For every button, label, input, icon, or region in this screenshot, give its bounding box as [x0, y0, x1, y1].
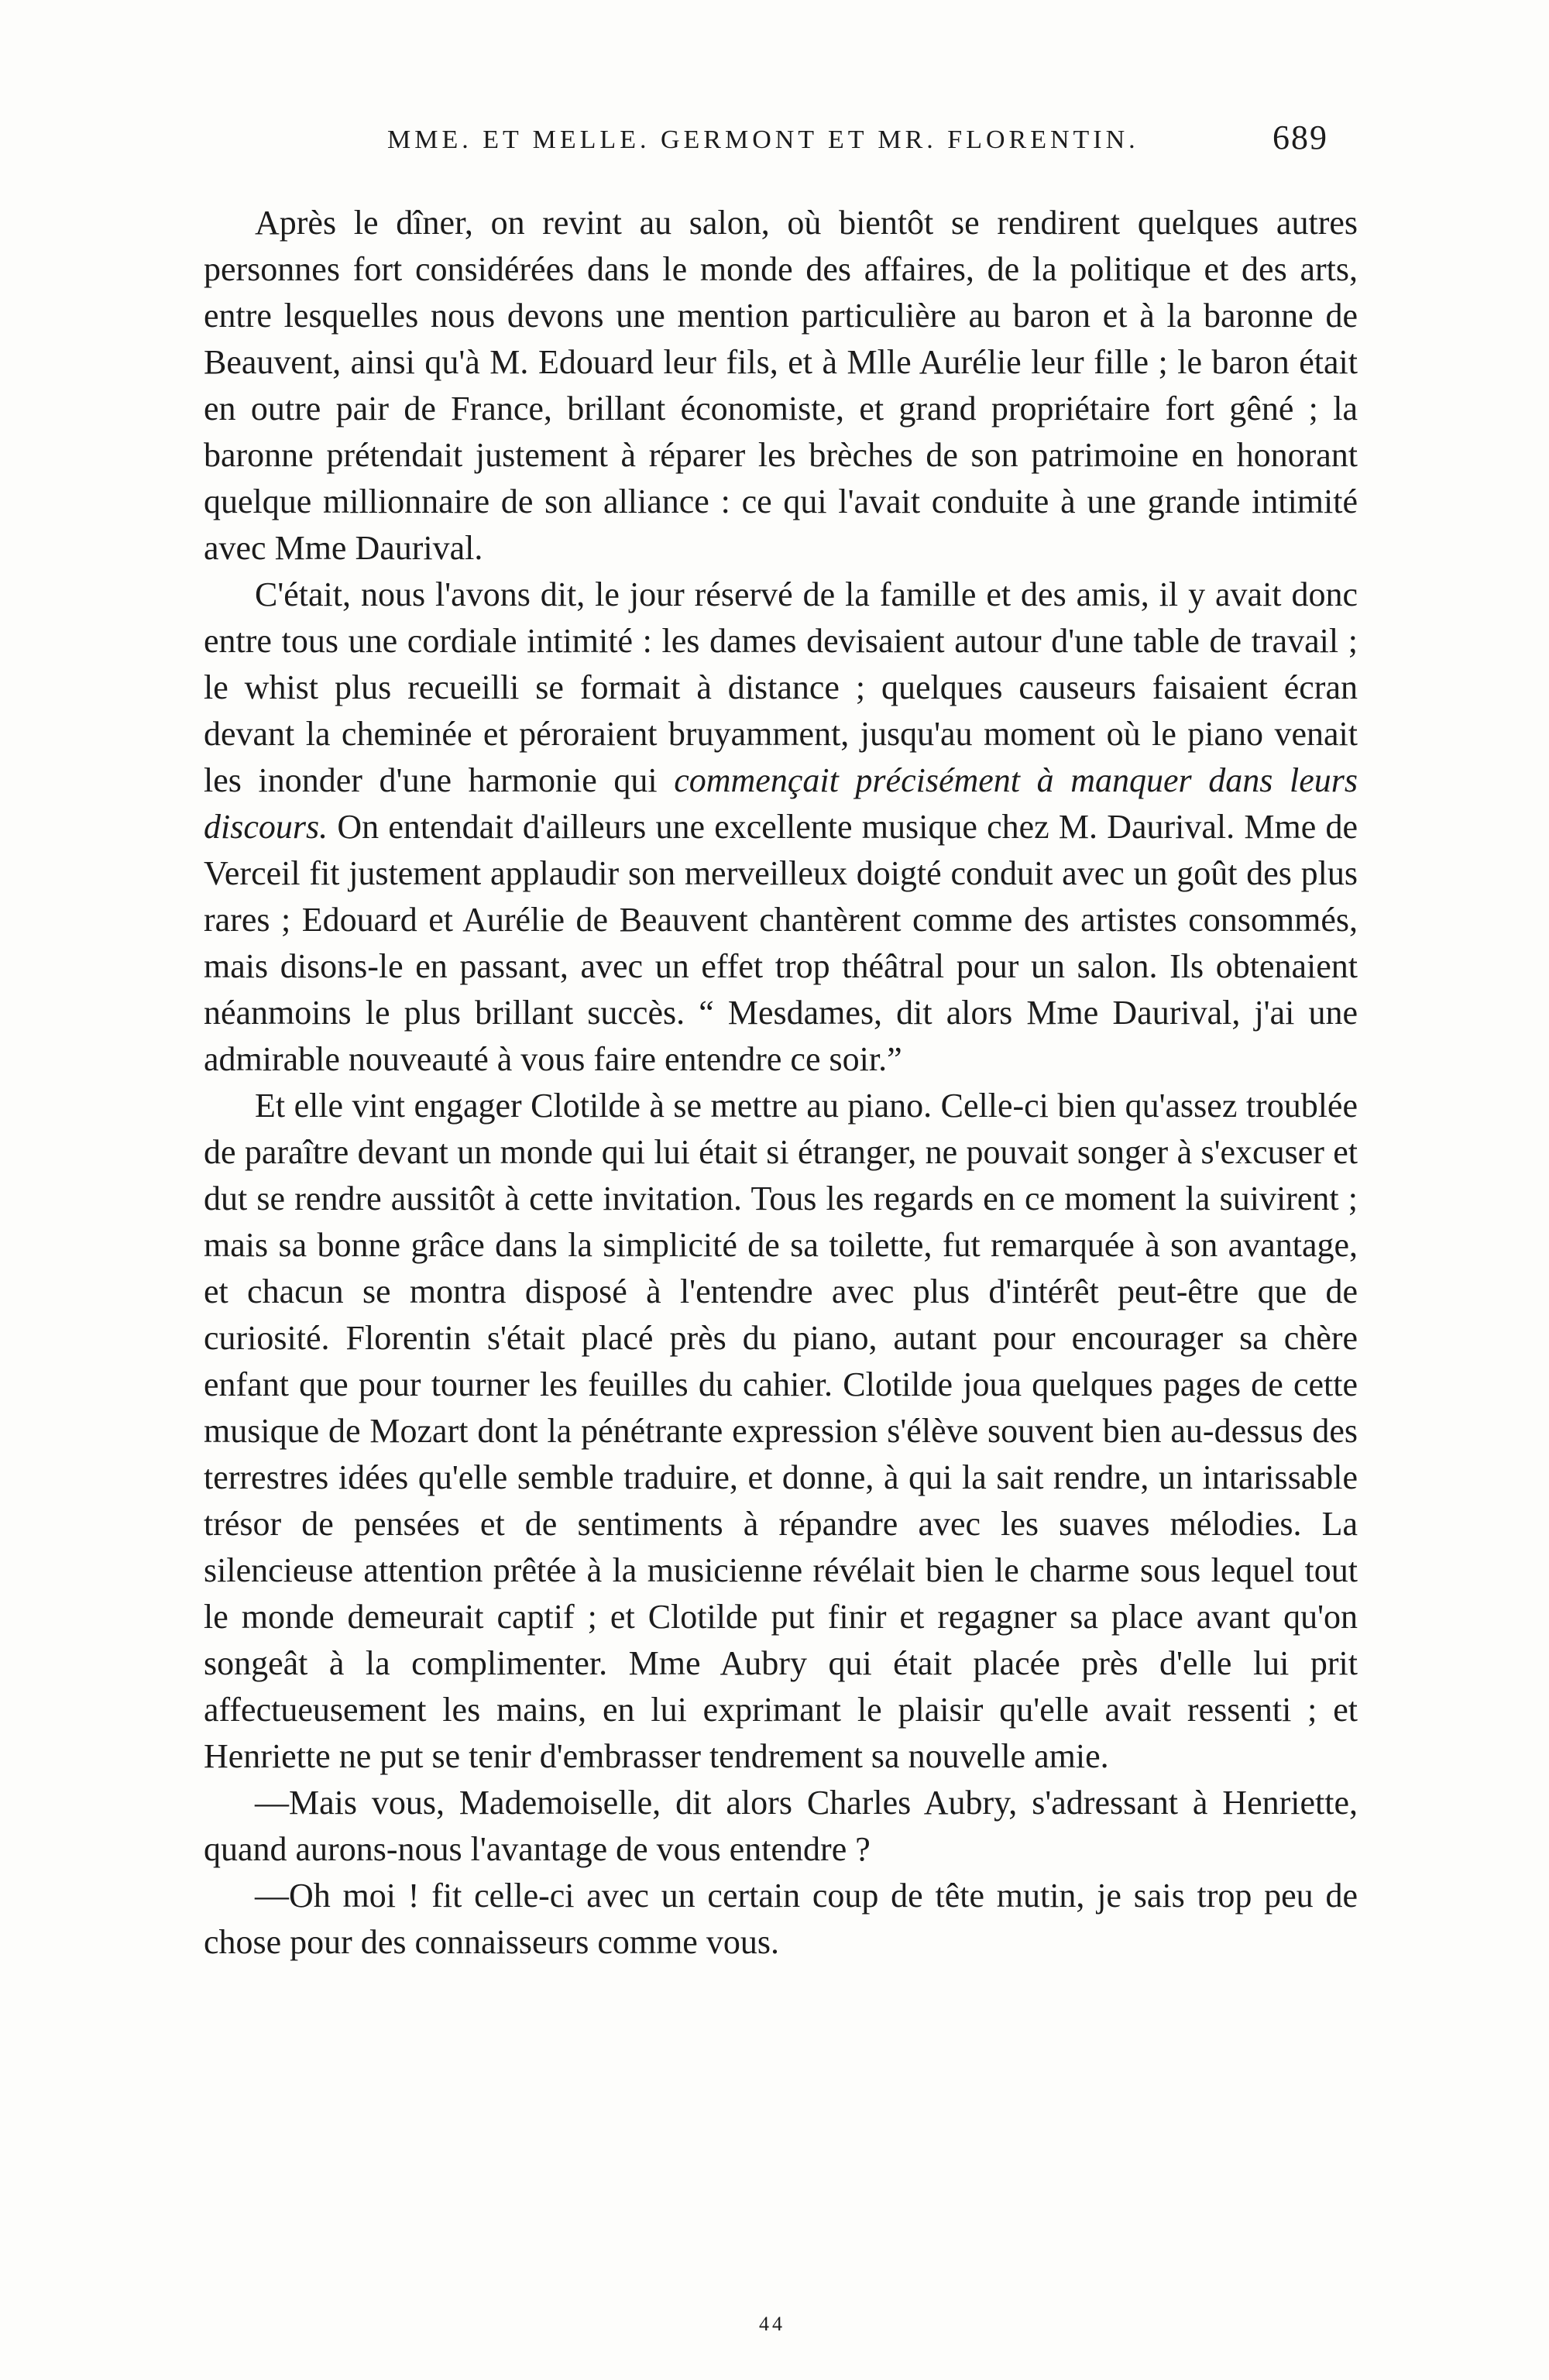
paragraph-3: Et elle vint engager Clotilde à se mettre au piano. Celle-ci bien qu'assez troublée de paraître devant un monde qui lui était si étranger, ne pouvait songer à s'excuser et dut se rendre aussitôt à cette invitation. Tous les regards en ce moment la suivirent ; mais sa bonne grâce dans la simplicité de sa toilette, fut remarquée à son avantage, et chacun se montra disposé à l'entendre avec plus d'intérêt peut-être que de curiosité. Florentin s'était placé près du piano, autant pour encourager sa chère enfant que pour tourner les feuilles du cahier. Clotilde joua quelques pages de cette musique de Mozart dont la pénétrante expression s'élève souvent bien au-dessus des terrestres idées qu'elle semble traduire, et donne, à qui la sait rendre, un intarissable trésor de pensées et de sentiments à répandre avec les suaves mélodies. La silencieuse attention prêtée à la musicienne révélait bien le charme sous lequel tout le monde demeurait captif ; et Clotilde put finir et regagner sa place avant qu'on songeât à la complimenter. Mme Aubry qui était placée près d'elle lui prit affectueusement les mains, en lui exprimant le plaisir qu'elle avait ressenti ; et Henriette ne put se tenir d'embrasser tendrement sa nouvelle amie. — [204, 1087, 1358, 1775]
page-number: 689 — [1273, 118, 1328, 156]
dialogue-line-1: —Mais vous, Mademoiselle, dit alors Charles Aubry, s'adressant à Henriette, quand aurons-nous l'avantage de vous entendre ? — [204, 1784, 1358, 1868]
body-text — [204, 200, 1358, 1966]
dialogue-line-2: —Oh moi ! fit celle-ci avec un certain coup de tête mutin, je sais trop peu de chose pour des connaisseurs comme vous. — [204, 1877, 1358, 1961]
paragraph-2-end: On entendait d'ailleurs une excellente musique chez M. Daurival. Mme de Verceil fit justement applaudir son merveilleux doigté conduit avec un goût des plus rares ; Edouard et Aurélie de Beauvent chantèrent comme des artistes consommés, mais disons-le en passant, avec un effet trop théâtral pour un salon. Ils obtenaient néanmoins le plus brillant succès. “ Mesdames, dit alors Mme Daurival, j'ai une admirable nouveauté à vous faire entendre ce soir.” — [204, 808, 1358, 1078]
signature-mark: 44 — [759, 2313, 785, 2335]
paragraph-2-start: C'était, nous l'avons dit, le jour réservé de la famille et des amis, il y avait donc entre tous une cordiale intimité : les dames devisaient autour d'une table de travail ; le whist plus recueilli se formait à distance ; quelques causeurs faisaient écran devant la cheminée et péroraient bruyamment, jusqu'au moment où le piano venait les inonder d'une harmonie qui — [204, 575, 1358, 799]
paragraph-1: Après le dîner, on revint au salon, où bientôt se rendirent quelques autres personnes fort considérées dans le monde des affaires, de la politique et des arts, entre lesquelles nous devons une mention particulière au baron et à la baronne de Beauvent, ainsi qu'à M. Edouard leur fils, et à Mlle Aurélie leur fille ; le baron était en outre pair de France, brillant économiste, et grand propriétaire fort gêné ; la baronne prétendait justement à réparer les brèches de son patrimoine en honorant quelque millionnaire de son alliance : ce qui l'avait conduite à une grande intimité avec Mme Daurival. — [204, 204, 1358, 567]
running-title: MME. ET MELLE. GERMONT ET MR. FLORENTIN. — [387, 125, 1139, 154]
paragraph-2-italic: commençait précisément à manquer dans leurs discours. — [204, 761, 1358, 846]
paragraph-2 — [204, 572, 1358, 1083]
